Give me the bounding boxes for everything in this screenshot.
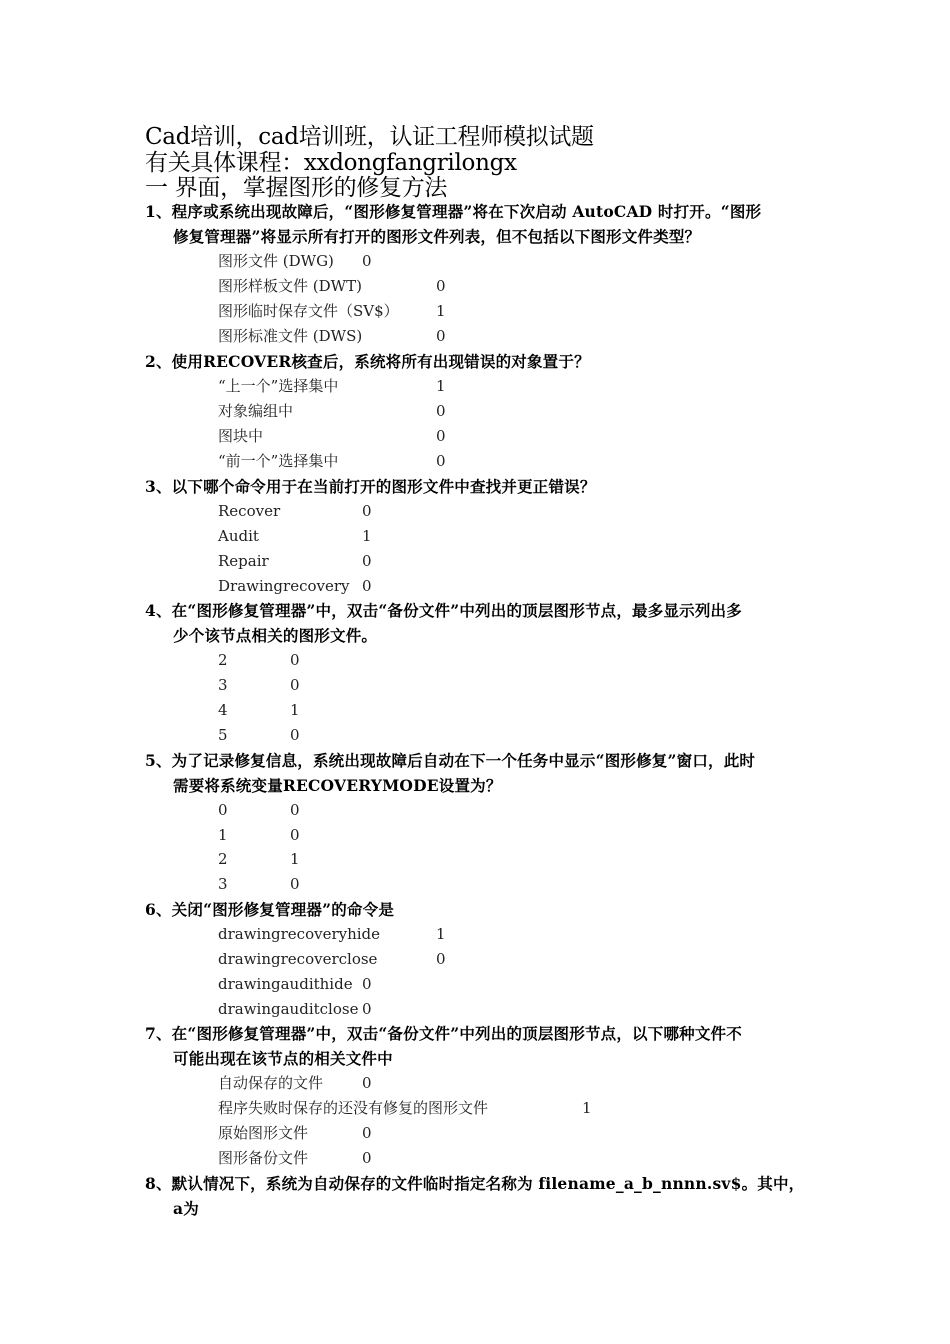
option-score: 0 [436, 277, 446, 295]
option-score: 0 [362, 252, 372, 270]
option-text: 图形临时保存文件（SV$） [218, 302, 399, 320]
option-text: Audit [218, 527, 259, 545]
option-text: 原始图形文件 [218, 1124, 309, 1142]
question-7-text-cont: 可能出现在该节点的相关文件中 [173, 1049, 393, 1068]
option-text: “前一个”选择集中 [218, 452, 339, 470]
question-5-text: 5、为了记录修复信息，系统出现故障后自动在下一个任务中显示“图形修复”窗口，此时 [145, 751, 756, 770]
option-score: 0 [362, 577, 372, 595]
option-text: 图形样板文件 (DWT) [218, 277, 362, 295]
option-text: drawingrecoverclose [218, 950, 378, 968]
option-score: 0 [290, 801, 300, 819]
option-score: 0 [362, 975, 372, 993]
option-text: 0 [218, 801, 228, 819]
option-text: 3 [218, 875, 228, 893]
option-score: 0 [290, 826, 300, 844]
option-score: 0 [362, 1124, 372, 1142]
option-score: 0 [362, 1149, 372, 1167]
option-text: 程序失败时保存的还没有修复的图形文件 [218, 1099, 489, 1117]
option-score: 1 [436, 925, 446, 943]
question-1-text-cont: 修复管理器”将显示所有打开的图形文件列表，但不包括以下图形文件类型？ [173, 227, 701, 246]
question-6-text: 6、关闭“图形修复管理器”的命令是 [145, 900, 395, 919]
option-text: Repair [218, 552, 269, 570]
option-text: “上一个”选择集中 [218, 377, 339, 395]
option-score: 0 [290, 676, 300, 694]
option-text: drawingrecoveryhide [218, 925, 381, 943]
option-text: 4 [218, 701, 228, 719]
option-text: 3 [218, 676, 228, 694]
option-score: 0 [436, 452, 446, 470]
option-score: 1 [436, 302, 446, 320]
question-8-text: 8、默认情况下，系统为自动保存的文件临时指定名称为 filename_a_b_nnnn.sv$。其中， [145, 1174, 805, 1193]
option-text: 1 [218, 826, 228, 844]
option-text: 图块中 [218, 427, 264, 445]
option-score: 0 [290, 651, 300, 669]
option-text: 图形备份文件 [218, 1149, 309, 1167]
question-1-text: 1、程序或系统出现故障后，“图形修复管理器”将在下次启动 AutoCAD 时打开。“图形 [145, 202, 762, 221]
question-2-text: 2、使用RECOVER核查后，系统将所有出现错误的对象置于？ [145, 352, 590, 371]
option-text: 2 [218, 850, 228, 868]
option-score: 1 [290, 701, 300, 719]
option-score: 1 [362, 527, 372, 545]
option-score: 0 [362, 1000, 372, 1018]
option-score: 0 [436, 950, 446, 968]
option-text: drawingauditclose [218, 1000, 359, 1018]
question-5-text-cont: 需要将系统变量RECOVERYMODE设置为？ [173, 776, 502, 795]
option-score: 1 [290, 850, 300, 868]
question-4-text-cont: 少个该节点相关的图形文件。 [173, 626, 378, 645]
option-text: 图形标准文件 (DWS) [218, 327, 363, 345]
option-text: Drawingrecovery [218, 577, 350, 595]
option-text: 5 [218, 726, 228, 744]
option-score: 0 [436, 402, 446, 420]
option-score: 1 [582, 1099, 592, 1117]
option-text: 图形文件 (DWG) [218, 252, 334, 270]
option-score: 0 [436, 327, 446, 345]
question-4-text: 4、在“图形修复管理器”中，双击“备份文件”中列出的顶层图形节点，最多显示列出多 [145, 601, 742, 620]
question-8-text-cont: a为 [173, 1199, 199, 1218]
option-score: 0 [436, 427, 446, 445]
course-line: 有关具体课程：xxdongfangrilongx [145, 150, 517, 176]
question-7-text: 7、在“图形修复管理器”中，双击“备份文件”中列出的顶层图形节点，以下哪种文件不 [145, 1024, 742, 1043]
option-text: 对象编组中 [218, 402, 294, 420]
option-text: drawingaudithide [218, 975, 353, 993]
option-score: 0 [290, 875, 300, 893]
section-heading: 一 界面，掌握图形的修复方法 [145, 175, 448, 201]
option-text: 自动保存的文件 [218, 1074, 324, 1092]
title-line: Cad培训，cad培训班，认证工程师模拟试题 [145, 124, 594, 150]
option-score: 0 [362, 1074, 372, 1092]
option-text: 2 [218, 651, 228, 669]
option-score: 0 [362, 502, 372, 520]
option-score: 0 [362, 552, 372, 570]
option-score: 1 [436, 377, 446, 395]
option-score: 0 [290, 726, 300, 744]
option-text: Recover [218, 502, 281, 520]
question-3-text: 3、以下哪个命令用于在当前打开的图形文件中查找并更正错误？ [145, 477, 596, 496]
